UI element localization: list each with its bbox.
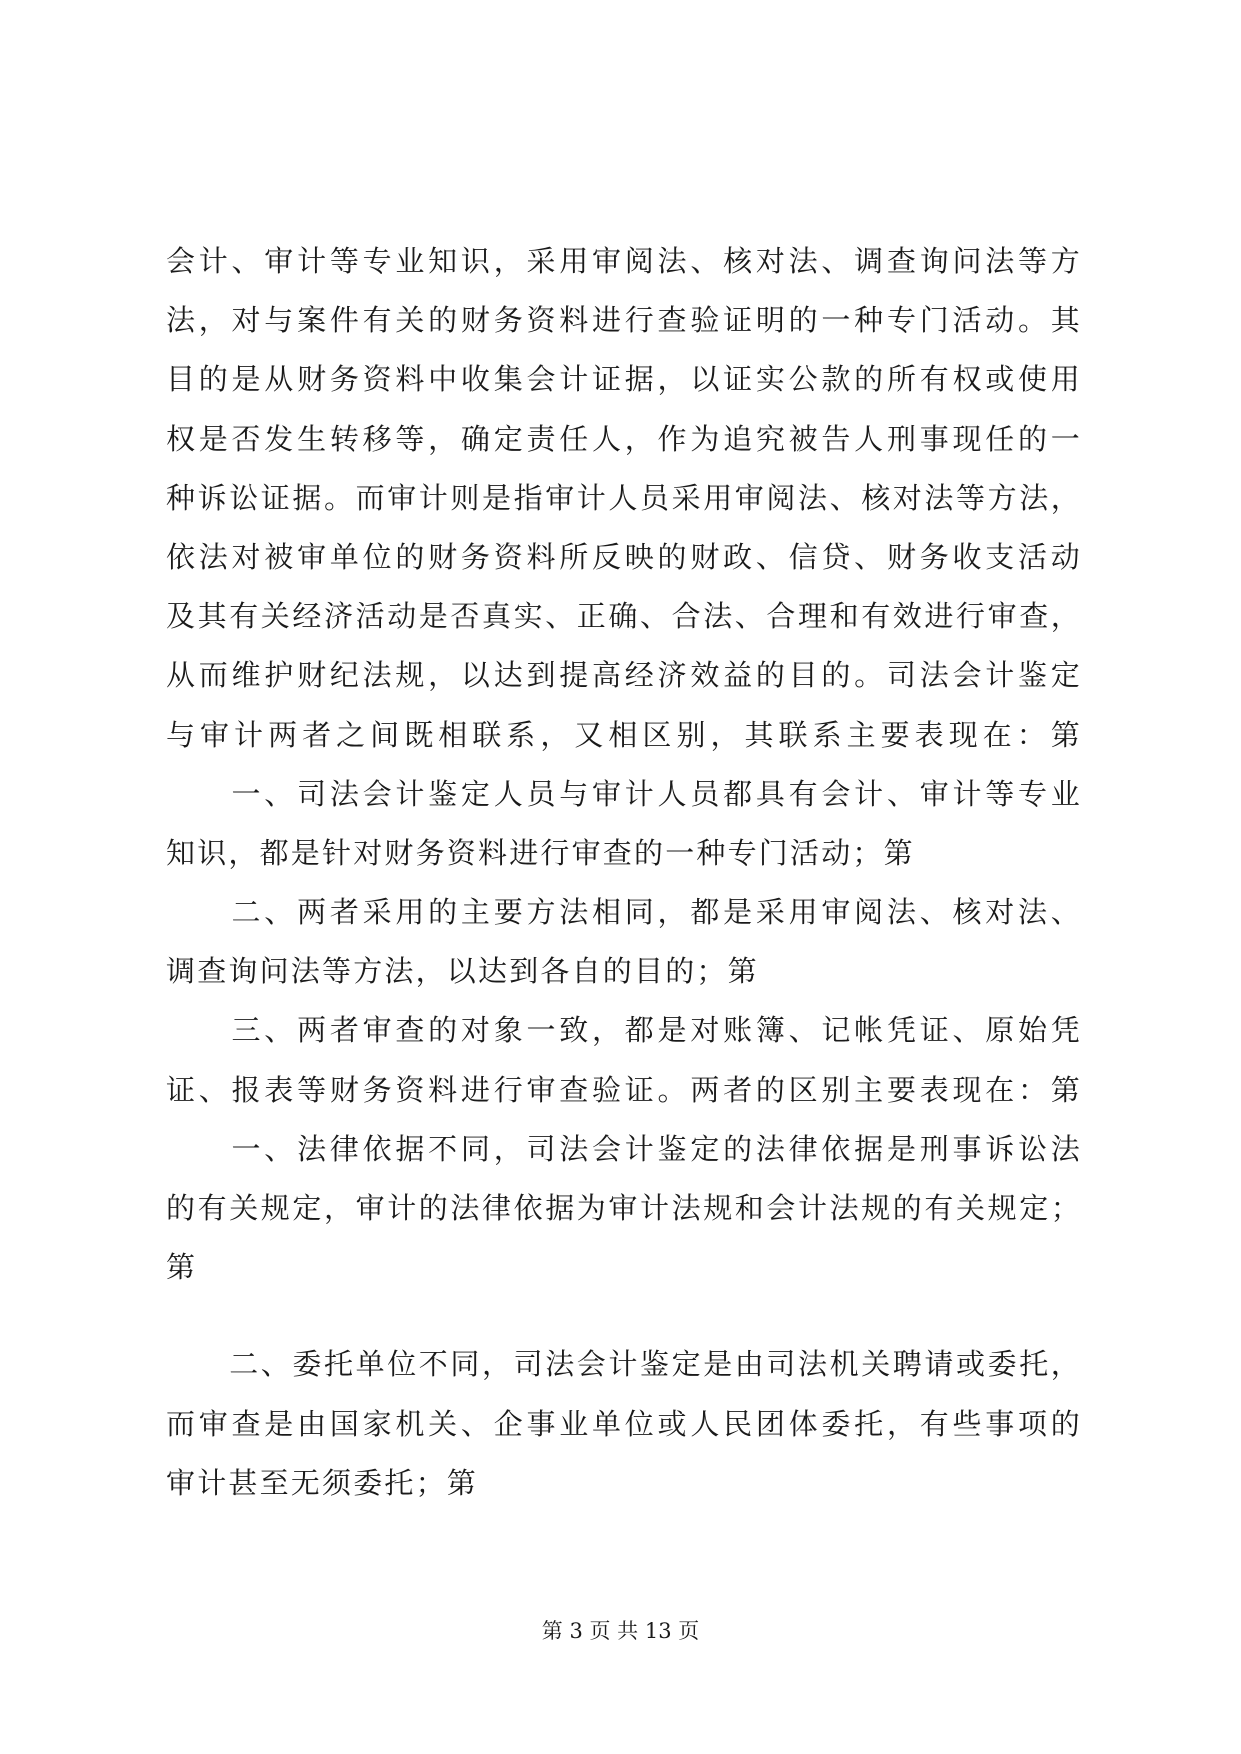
text-line: 目的是从财务资料中收集会计证据，以证实公款的所有权或使用 — [166, 362, 1082, 397]
text-line: 二、两者采用的主要方法相同，都是采用审阅法、核对法、 — [166, 895, 1082, 930]
text-line: 审计甚至无须委托；第 — [166, 1465, 479, 1500]
text-line: 与审计两者之间既相联系，又相区别，其联系主要表现在：第 — [166, 717, 1082, 752]
body-text — [166, 232, 1082, 1513]
text-line: 第 — [166, 1250, 198, 1285]
text-line: 一、司法会计鉴定人员与审计人员都具有会计、审计等专业 — [166, 776, 1082, 811]
text-line: 调查询问法等方法，以达到各自的目的；第 — [166, 954, 759, 989]
text-line: 及其有关经济活动是否真实、正确、合法、合理和有效进行审查， — [166, 599, 1082, 634]
text-line: 权是否发生转移等，确定责任人，作为追究被告人刑事现任的一 — [166, 421, 1082, 456]
text-line: 三、两者审查的对象一致，都是对账簿、记帐凭证、原始凭 — [166, 1013, 1082, 1048]
text-line: 一、法律依据不同，司法会计鉴定的法律依据是刑事诉讼法 — [166, 1131, 1082, 1166]
text-line: 而审查是由国家机关、企事业单位或人民团体委托，有些事项的 — [166, 1406, 1082, 1441]
page-number: 第 3 页 共 13 页 — [541, 1619, 700, 1643]
text-line: 从而维护财纪法规，以达到提高经济效益的目的。司法会计鉴定 — [166, 658, 1082, 693]
text-line: 依法对被审单位的财务资料所反映的财政、信贷、财务收支活动 — [166, 539, 1082, 574]
text-line: 的有关规定，审计的法律依据为审计法规和会计法规的有关规定； — [166, 1191, 1082, 1225]
text-line: 知识，都是针对财务资料进行审查的一种专门活动；第 — [166, 835, 915, 870]
text-line: 二、委托单位不同，司法会计鉴定是由司法机关聘请或委托， — [166, 1347, 1082, 1382]
text-line: 种诉讼证据。而审计则是指审计人员采用审阅法、核对法等方法， — [166, 480, 1082, 515]
text-line: 法，对与案件有关的财务资料进行查验证明的一种专门活动。其 — [166, 303, 1082, 338]
text-line: 会计、审计等专业知识，采用审阅法、核对法、调查询问法等方 — [166, 244, 1082, 278]
text-line: 证、报表等财务资料进行审查验证。两者的区别主要表现在：第 — [166, 1072, 1082, 1107]
